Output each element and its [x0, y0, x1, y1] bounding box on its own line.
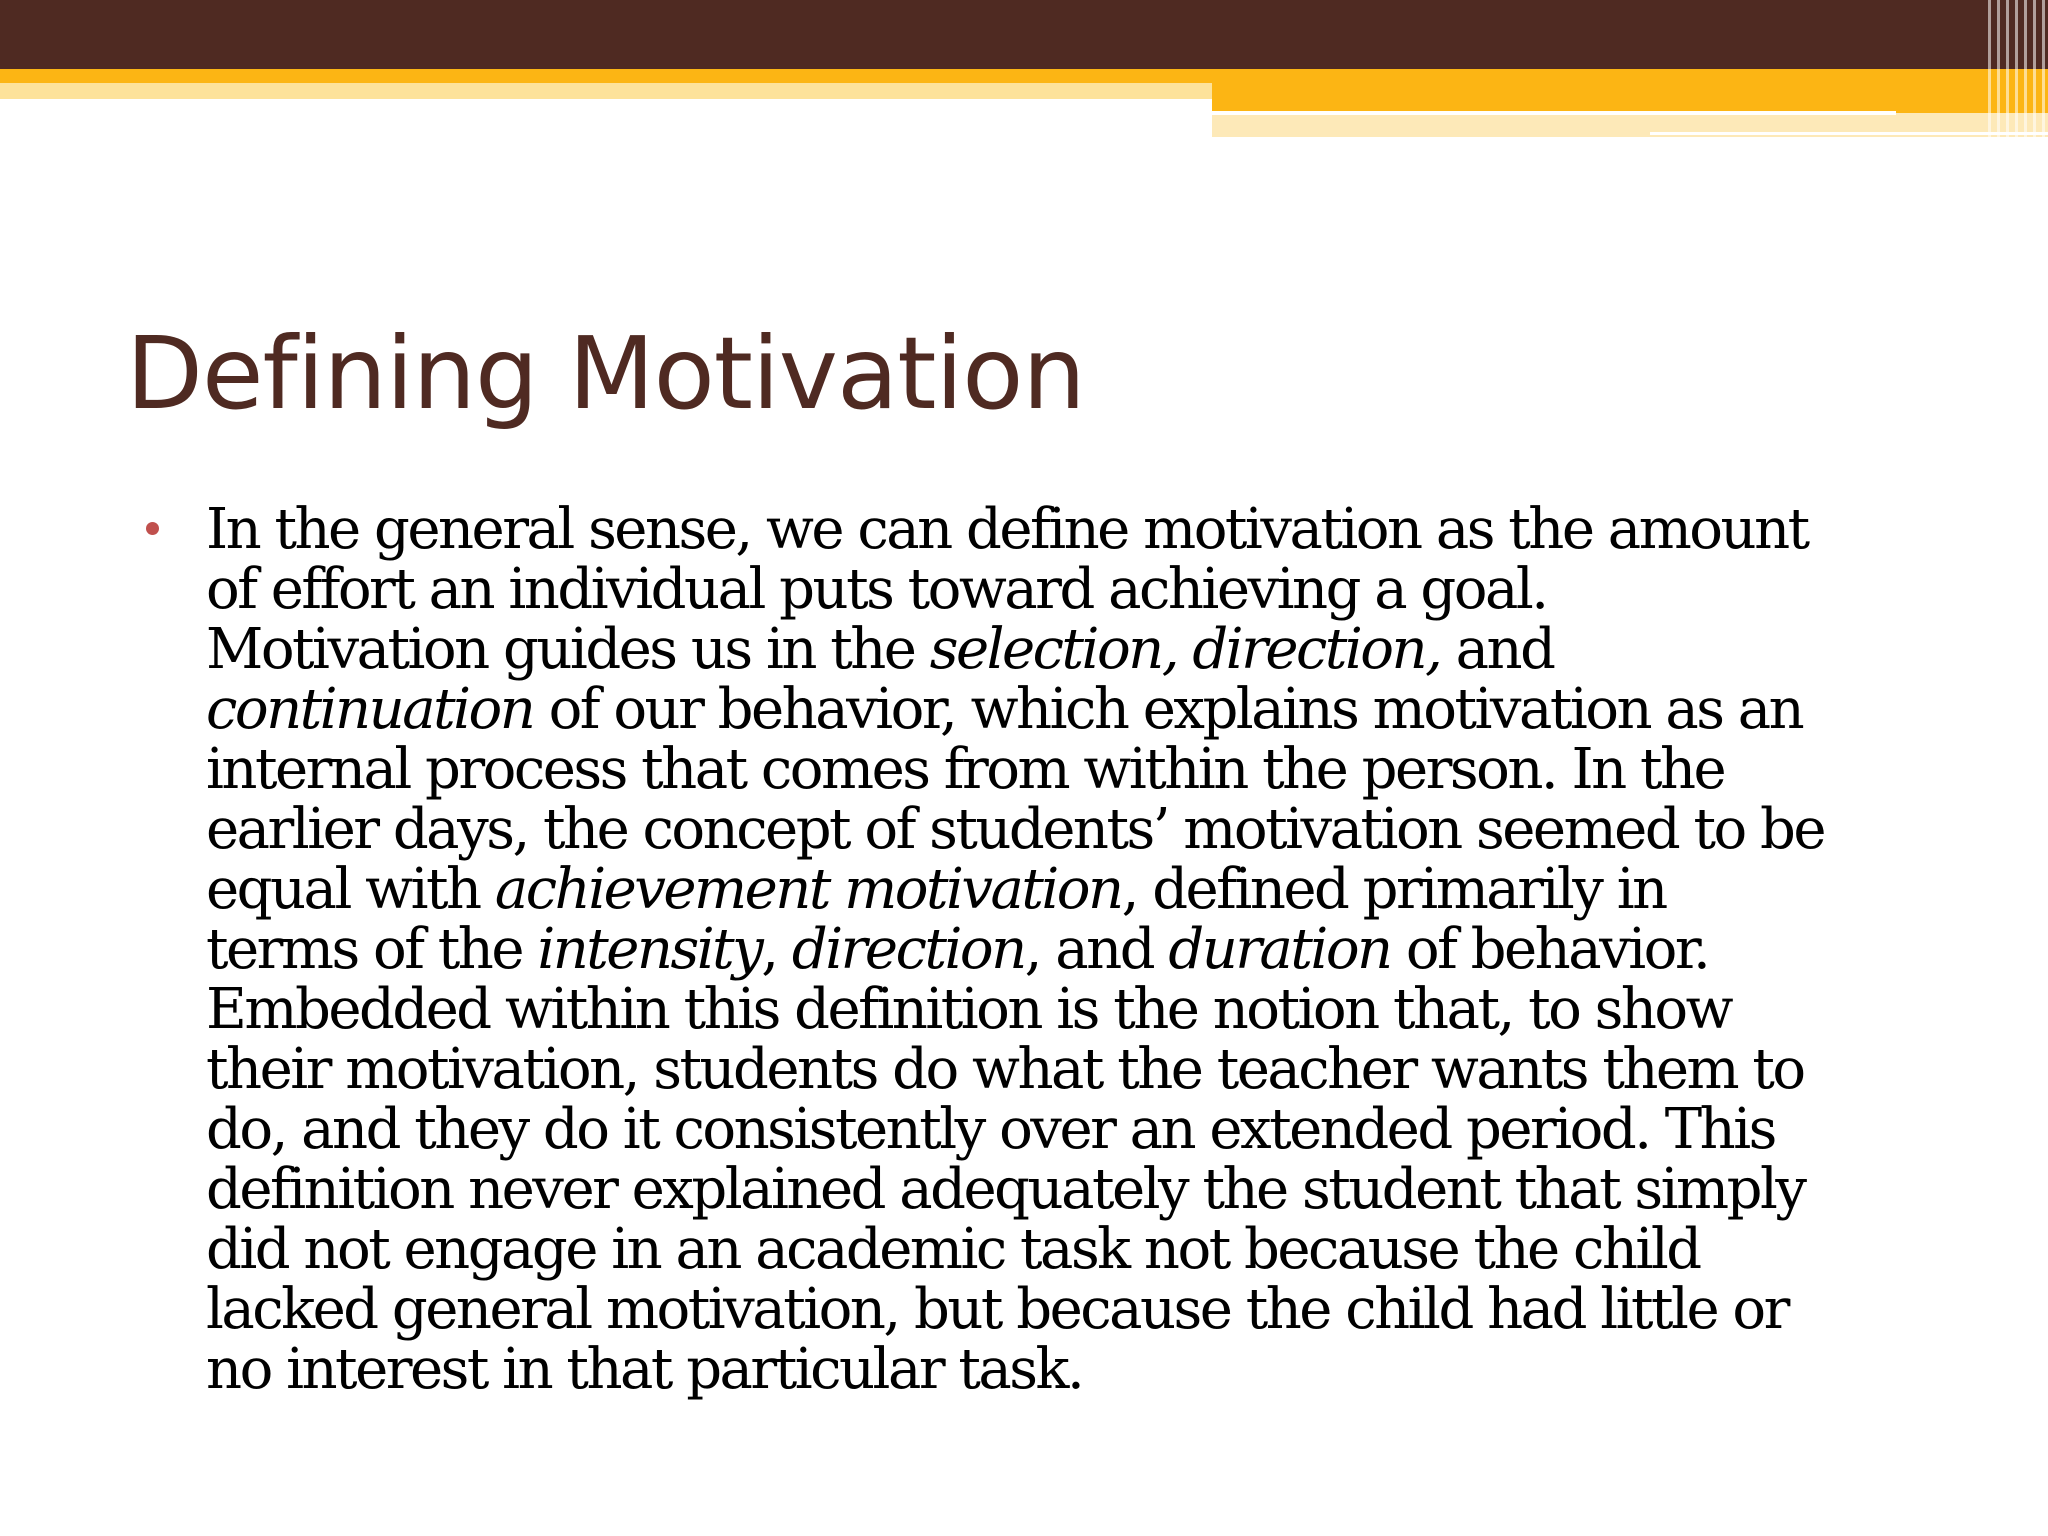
header-divider-line	[1212, 111, 1896, 115]
text-line: their motivation, students do what the teacher wants them to	[206, 1037, 1804, 1102]
slide-title: Defining Motivation	[126, 315, 1085, 432]
text-line: terms of the intensity, direction, and duration of behavior.	[206, 917, 1709, 982]
text-line: do, and they do it consistently over an extended period. This	[206, 1097, 1775, 1162]
text-line: continuation of our behavior, which explains motivation as an	[206, 677, 1803, 742]
bullet-dot-icon	[146, 522, 159, 535]
text-line: Embedded within this definition is the notion that, to show	[206, 977, 1732, 1042]
text-line: of effort an individual puts toward achieving a goal.	[206, 557, 1547, 622]
text-line: In the general sense, we can define motivation as the amount	[206, 497, 1808, 562]
text-line: lacked general motivation, but because the child had little or	[206, 1277, 1788, 1342]
text-line: did not engage in an academic task not because the child	[206, 1217, 1700, 1282]
text-line: no interest in that particular task.	[206, 1337, 1083, 1402]
italic-term: intensity	[537, 917, 762, 982]
text-line: earlier days, the concept of students’ motivation seemed to be	[206, 797, 1824, 862]
text-line: definition never explained adequately the student that simply	[206, 1157, 1805, 1222]
italic-term: direction	[791, 917, 1025, 982]
header-band-gold-light	[0, 83, 1212, 99]
bullet-item	[140, 497, 1940, 1402]
header-band-gold	[0, 69, 2048, 83]
slide-body	[140, 497, 1940, 1402]
bullet-text	[206, 497, 1940, 1402]
text-line: Motivation guides us in the selection, direction, and	[206, 617, 1554, 682]
italic-term: duration	[1168, 917, 1391, 982]
text-line: equal with achievement motivation, defined primarily in	[206, 857, 1666, 922]
header-band-gold-right	[1212, 83, 2048, 113]
header-stripes	[1988, 0, 2048, 140]
italic-term: continuation	[206, 677, 534, 742]
italic-term: achievement motivation	[494, 857, 1122, 922]
italic-term: selection, direction,	[929, 617, 1441, 682]
text-line: internal process that comes from within the person. In the	[206, 737, 1725, 802]
header-band-brown	[0, 0, 2048, 69]
